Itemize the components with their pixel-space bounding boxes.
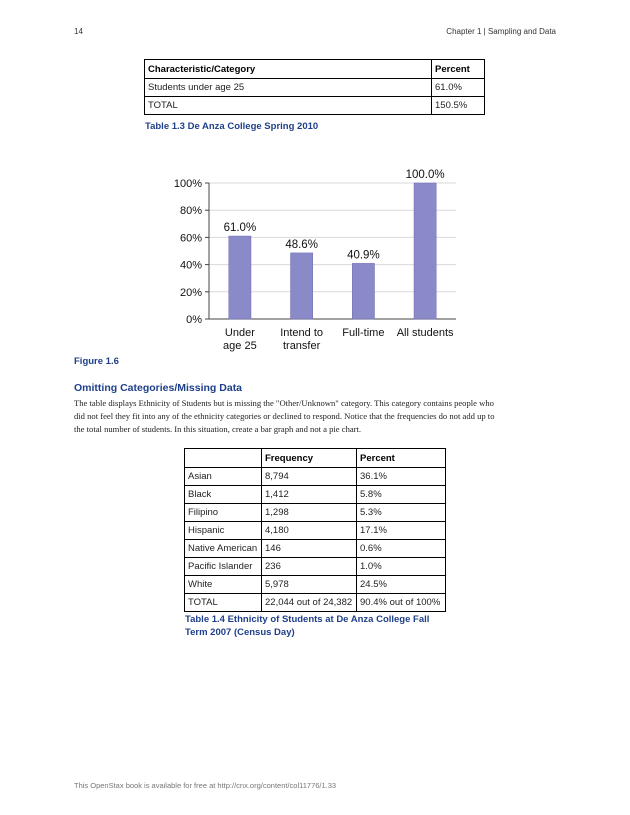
bar-chart — [0, 160, 630, 360]
table-cell: 236 — [262, 558, 357, 576]
table-row — [185, 540, 446, 558]
table-cell: 90.4% out of 100% — [357, 594, 446, 612]
table-row — [185, 522, 446, 540]
y-tick-label: 80% — [179, 205, 202, 218]
y-tick-label: 100% — [173, 178, 202, 190]
data-label: 100.0% — [405, 169, 445, 181]
table-cell: 1,412 — [262, 486, 357, 504]
table-header-row — [185, 449, 446, 468]
table-row — [185, 468, 446, 486]
x-tick-label: Full-time — [342, 327, 385, 339]
y-tick-label: 0% — [186, 314, 202, 326]
bar — [414, 183, 436, 319]
table-1-3-caption: Table 1.3 De Anza College Spring 2010 — [145, 121, 319, 132]
table-cell: 61.0% — [432, 79, 485, 97]
paragraph-line: the total number of students. In this situation, create a bar graph and not a pie chart. — [74, 424, 362, 434]
table-row — [145, 97, 485, 115]
table-cell: Pacific Islander — [185, 558, 262, 576]
caption-line: Table 1.4 Ethnicity of Students at De Anza College Fall — [185, 614, 430, 625]
page-number: 14 — [74, 27, 83, 36]
table-row — [185, 576, 446, 594]
table-cell: Hispanic — [185, 522, 262, 540]
y-tick-label: 40% — [179, 259, 202, 272]
section-heading: Omitting Categories/Missing Data — [74, 382, 243, 394]
table-cell: 5.3% — [357, 504, 446, 522]
table-cell: White — [185, 576, 262, 594]
y-tick-label: 60% — [179, 232, 202, 245]
table-header-cell: Percent — [432, 60, 485, 79]
table-cell: Native American — [185, 540, 262, 558]
table-cell: 8,794 — [262, 468, 357, 486]
table-cell: TOTAL — [145, 97, 432, 115]
table-cell: 1,298 — [262, 504, 357, 522]
caption-line: Term 2007 (Census Day) — [185, 627, 295, 638]
table-cell: 0.6% — [357, 540, 446, 558]
x-tick-label: Under — [224, 327, 255, 339]
paragraph-line: The table displays Ethnicity of Students but is missing the "Other/Unknown" category. This category contains people who — [74, 398, 494, 408]
table-row — [145, 79, 485, 97]
data-label: 48.6% — [285, 238, 318, 251]
bar — [352, 263, 374, 319]
table-cell: Students under age 25 — [145, 79, 432, 97]
data-label: 40.9% — [347, 249, 380, 262]
table-row — [185, 558, 446, 576]
x-tick-label: transfer — [282, 340, 321, 352]
data-label: 61.0% — [223, 222, 257, 235]
table-1-4-caption — [185, 613, 429, 639]
table-cell: 22,044 out of 24,382 — [262, 594, 357, 612]
page-footer: This OpenStax book is available for free at http://cnx.org/content/col11776/1.33 — [74, 781, 337, 790]
paragraph-line: did not feel they fit into any of the ethnicity categories or declined to respond. Notice that the frequencies do not add up to — [74, 411, 495, 421]
table-row — [185, 486, 446, 504]
table-header-cell: Characteristic/Category — [145, 60, 432, 79]
x-tick-label: Intend to — [280, 327, 324, 339]
table-cell: 5,978 — [262, 576, 357, 594]
table-row — [185, 594, 446, 612]
table-cell: 5.8% — [357, 486, 446, 504]
table-header-cell: Frequency — [262, 449, 357, 468]
table-cell: 1.0% — [357, 558, 446, 576]
table-cell: Filipino — [185, 504, 262, 522]
chapter-title: Chapter 1 | Sampling and Data — [446, 27, 556, 36]
table-cell: 17.1% — [357, 522, 446, 540]
table-cell: 146 — [262, 540, 357, 558]
table-cell: Asian — [185, 468, 262, 486]
table-cell: 150.5% — [432, 97, 485, 115]
bar — [291, 253, 313, 319]
section-paragraph — [74, 397, 564, 436]
figure-caption: Figure 1.6 — [74, 356, 119, 367]
table-cell: Black — [185, 486, 262, 504]
table-header-row — [145, 60, 485, 79]
table-header-cell — [185, 449, 262, 468]
table-1-3 — [144, 59, 485, 115]
table-cell: 24.5% — [357, 576, 446, 594]
table-cell: TOTAL — [185, 594, 262, 612]
x-tick-label: All students — [396, 327, 454, 339]
table-cell: 36.1% — [357, 468, 446, 486]
table-header-cell: Percent — [357, 449, 446, 468]
table-cell: 4,180 — [262, 522, 357, 540]
x-tick-label: age 25 — [223, 340, 257, 352]
bar — [229, 236, 251, 319]
y-tick-label: 20% — [179, 286, 202, 299]
table-row — [185, 504, 446, 522]
table-1-4 — [184, 448, 446, 612]
